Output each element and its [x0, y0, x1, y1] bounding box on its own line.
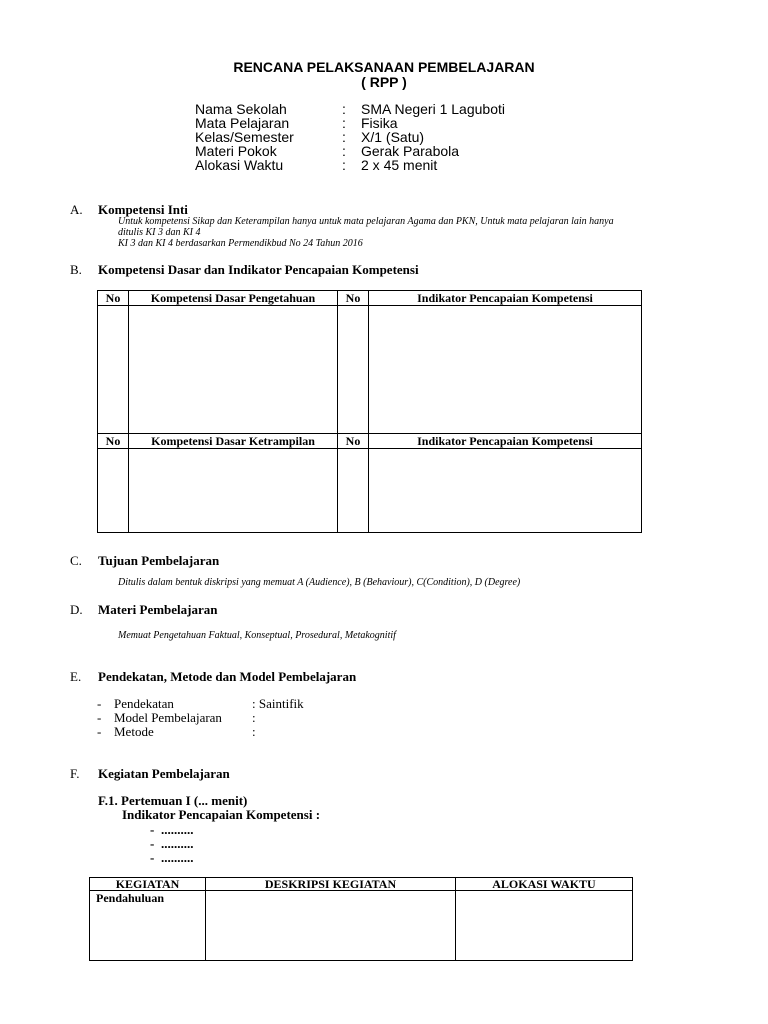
list-dash: -: [97, 696, 102, 711]
activity-header-row: [90, 878, 633, 891]
document-subtitle: ( RPP ): [361, 74, 407, 90]
indicator-item: [150, 837, 250, 851]
col-time-allocation: ALOKASI WAKTU: [456, 878, 633, 891]
section-f-letter: F.: [70, 766, 80, 781]
indicator-placeholder: ..........: [161, 836, 194, 851]
identity-value: Gerak Parabola: [361, 143, 460, 159]
list-label: Pendekatan: [114, 696, 174, 711]
table-cell: [369, 306, 642, 434]
section-e-title: Pendekatan, Metode dan Model Pembelajaran: [98, 669, 357, 684]
indicator-title: Indikator Pencapaian Kompetensi :: [122, 807, 321, 822]
section-a-note-1: Untuk kompetensi Sikap dan Keterampilan hanya untuk mata pelajaran Agama dan PKN, Untuk mata pelajaran lain hanya: [118, 216, 614, 227]
identity-label: Materi Pokok: [195, 143, 277, 159]
col-activity: KEGIATAN: [90, 878, 206, 891]
list-value: :: [252, 710, 256, 725]
table-cell: [129, 449, 338, 533]
section-b-letter: B.: [70, 262, 82, 277]
table-cell: [338, 449, 369, 533]
indicator-placeholder: ..........: [161, 822, 194, 837]
section-d-title: Materi Pembelajaran: [98, 602, 218, 617]
document-title: RENCANA PELAKSANAAN PEMBELAJARAN: [233, 59, 535, 75]
model-item: [97, 711, 397, 725]
identity-colon: :: [342, 143, 346, 159]
table-cell: [98, 306, 129, 434]
indicator-item: [150, 851, 250, 865]
approach-item: [97, 697, 397, 711]
table-cell: [206, 891, 456, 961]
section-a-letter: A.: [70, 202, 83, 217]
col-kd-skill: Kompetensi Dasar Ketrampilan: [129, 434, 338, 449]
identity-label: Alokasi Waktu: [195, 157, 284, 173]
table-cell: [369, 449, 642, 533]
section-d-note: Memuat Pengetahuan Faktual, Konseptual, Prosedural, Metakognitif: [118, 630, 396, 641]
col-no: No: [98, 434, 129, 449]
activity-row-introduction: [90, 891, 633, 961]
identity-colon: :: [342, 101, 346, 117]
skill-header-row: [98, 434, 642, 449]
identity-label: Mata Pelajaran: [195, 115, 290, 131]
identity-value: SMA Negeri 1 Laguboti: [361, 101, 505, 117]
col-no: No: [338, 434, 369, 449]
skill-body-row: [98, 449, 642, 533]
competency-table: [97, 290, 642, 533]
identity-colon: :: [342, 157, 346, 173]
section-d-letter: D.: [70, 602, 83, 617]
col-no: No: [338, 291, 369, 306]
col-indicator: Indikator Pencapaian Kompetensi: [369, 291, 642, 306]
knowledge-body-row: [98, 306, 642, 434]
list-dash: -: [150, 822, 155, 837]
indicator-item: [150, 823, 250, 837]
section-a-title: Kompetensi Inti: [98, 202, 188, 217]
section-a-note-2: ditulis KI 3 dan KI 4: [118, 227, 201, 238]
list-value: :: [252, 724, 256, 739]
list-value: : Saintifik: [252, 696, 304, 711]
activity-name: Pendahuluan: [90, 891, 206, 961]
list-dash: -: [97, 710, 102, 725]
section-c-note: Ditulis dalam bentuk diskripsi yang memuat A (Audience), B (Behaviour), C(Condition), D (Degree): [118, 577, 521, 588]
method-item: [97, 725, 397, 739]
list-dash: -: [150, 850, 155, 865]
list-dash: -: [97, 724, 102, 739]
identity-colon: :: [342, 129, 346, 145]
activity-table: [89, 877, 633, 961]
col-description: DESKRIPSI KEGIATAN: [206, 878, 456, 891]
section-e-letter: E.: [70, 669, 82, 684]
list-dash: -: [150, 836, 155, 851]
indicator-placeholder: ..........: [161, 850, 194, 865]
col-indicator: Indikator Pencapaian Kompetensi: [369, 434, 642, 449]
section-c-title: Tujuan Pembelajaran: [98, 553, 220, 568]
identity-label: Kelas/Semester: [195, 129, 294, 145]
identity-value: Fisika: [361, 115, 398, 131]
identity-colon: :: [342, 115, 346, 131]
meeting-title: F.1. Pertemuan I (... menit): [98, 793, 248, 808]
col-kd-knowledge: Kompetensi Dasar Pengetahuan: [129, 291, 338, 306]
col-no: No: [98, 291, 129, 306]
identity-label: Nama Sekolah: [195, 101, 287, 117]
knowledge-header-row: [98, 291, 642, 306]
identity-value: X/1 (Satu): [361, 129, 425, 145]
table-cell: [338, 306, 369, 434]
table-cell: [98, 449, 129, 533]
identity-value: 2 x 45 menit: [361, 157, 438, 173]
list-label: Metode: [114, 724, 154, 739]
section-a-note-3: KI 3 dan KI 4 berdasarkan Permendikbud No 24 Tahun 2016: [118, 238, 363, 249]
list-label: Model Pembelajaran: [114, 710, 222, 725]
table-cell: [456, 891, 633, 961]
table-cell: [129, 306, 338, 434]
section-f-title: Kegiatan Pembelajaran: [98, 766, 230, 781]
section-c-letter: C.: [70, 553, 82, 568]
section-b-title: Kompetensi Dasar dan Indikator Pencapaian Kompetensi: [98, 262, 419, 277]
